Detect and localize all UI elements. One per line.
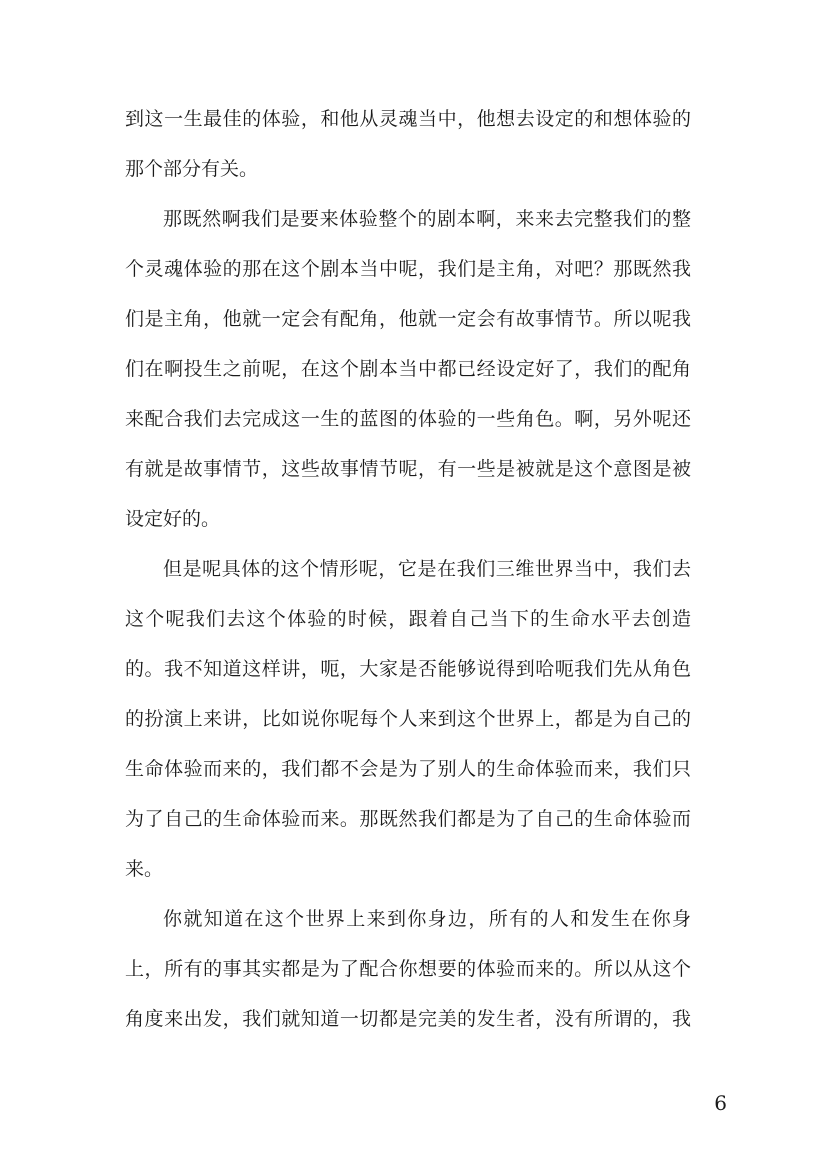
text-line: 为了自己的生命体验而来。那既然我们都是为了自己的生命体验而 bbox=[125, 808, 691, 830]
text-line: 的。我不知道这样讲，呃，大家是否能够说得到哈呃我们先从角色 bbox=[125, 658, 691, 680]
paragraph-first-line: 你就知道在这个世界上来到你身边，所有的人和发生在你身 bbox=[163, 908, 691, 930]
text-line: 角度来出发，我们就知道一切都是完美的发生者，没有所谓的，我 bbox=[125, 1008, 691, 1030]
text-line: 来。 bbox=[125, 858, 164, 880]
paragraph-first-line: 那既然啊我们是要来体验整个的剧本啊，来来去完整我们的整 bbox=[163, 208, 691, 230]
text-line: 到这一生最佳的体验，和他从灵魂当中，他想去设定的和想体验的 bbox=[125, 108, 691, 130]
text-line: 设定好的。 bbox=[125, 508, 221, 530]
text-line: 们是主角，他就一定会有配角，他就一定会有故事情节。所以呢我 bbox=[125, 308, 691, 330]
text-line: 这个呢我们去这个体验的时候，跟着自己当下的生命水平去创造 bbox=[125, 608, 691, 630]
page-number: 6 bbox=[714, 1091, 727, 1115]
paragraph-first-line: 但是呢具体的这个情形呢，它是在我们三维世界当中，我们去 bbox=[163, 558, 691, 580]
text-line: 那个部分有关。 bbox=[125, 158, 259, 180]
text-line: 生命体验而来的，我们都不会是为了别人的生命体验而来，我们只 bbox=[125, 758, 691, 780]
text-line: 来配合我们去完成这一生的蓝图的体验的一些角色。啊，另外呢还 bbox=[125, 408, 691, 430]
text-line: 有就是故事情节，这些故事情节呢，有一些是被就是这个意图是被 bbox=[125, 458, 691, 480]
text-line: 的扮演上来讲，比如说你呢每个人来到这个世界上，都是为自己的 bbox=[125, 708, 691, 730]
text-line: 上，所有的事其实都是为了配合你想要的体验而来的。所以从这个 bbox=[125, 958, 691, 980]
text-line: 个灵魂体验的那在这个剧本当中呢，我们是主角，对吧？那既然我 bbox=[125, 258, 691, 280]
text-line: 们在啊投生之前呢，在这个剧本当中都已经设定好了，我们的配角 bbox=[125, 358, 691, 380]
